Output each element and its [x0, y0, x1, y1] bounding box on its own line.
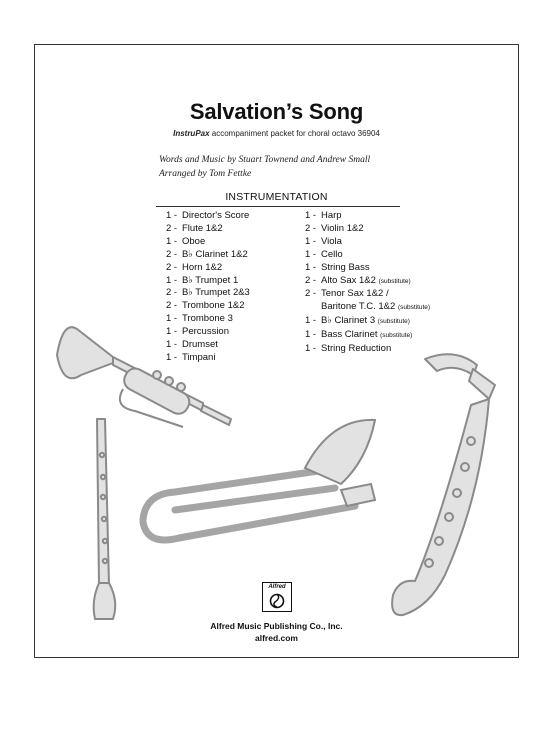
- part-name: Oboe: [182, 235, 206, 247]
- part-name: Flute 1&2: [182, 222, 223, 234]
- instrument-part-item: [305, 315, 485, 329]
- part-quantity: 2 -: [305, 274, 317, 286]
- part-quantity: 1 -: [166, 351, 178, 363]
- alfred-logo-text: Alfred: [268, 584, 286, 590]
- part-name: Bass Clarinet: [321, 329, 378, 341]
- credits-composers: Words and Music by Stuart Townend and Andrew Small: [159, 155, 371, 165]
- part-quantity: 2 -: [166, 300, 178, 312]
- part-note: (substitute): [380, 332, 413, 340]
- instrument-part-item: [166, 262, 296, 275]
- cover-page: [34, 44, 519, 658]
- instrumentation-heading: INSTRUMENTATION: [225, 191, 328, 203]
- part-quantity: 2 -: [166, 261, 178, 273]
- part-quantity: 1 -: [166, 235, 178, 247]
- alfred-logo: [262, 582, 292, 612]
- instrumentation-list-right: [305, 210, 485, 356]
- publisher-name: Alfred Music Publishing Co., Inc.: [210, 621, 343, 631]
- part-quantity: 1 -: [166, 274, 178, 286]
- part-quantity: 1 -: [166, 326, 178, 338]
- clarinet-illustration: [83, 415, 133, 625]
- part-name: B♭ Trumpet 1: [182, 274, 239, 286]
- part-name: Tenor Sax 1&2 /: [321, 288, 389, 300]
- instrument-part-item: [305, 249, 485, 262]
- instrument-part-item: [305, 275, 485, 289]
- packet-subtitle: [35, 129, 518, 138]
- instrument-part-item: [166, 249, 296, 262]
- instrument-part-item: [166, 275, 296, 288]
- instrumentation-divider: [156, 206, 400, 207]
- part-quantity: 1 -: [305, 210, 317, 221]
- instrument-part-item: [305, 288, 485, 301]
- instrument-part-item: [166, 300, 296, 313]
- part-name: Violin 1&2: [321, 222, 364, 234]
- part-quantity: 1 -: [166, 210, 178, 221]
- trombone-illustration: [135, 410, 395, 550]
- part-quantity: 1 -: [305, 261, 317, 273]
- part-name: Director's Score: [182, 210, 250, 221]
- part-name: Trombone 1&2: [182, 300, 245, 312]
- instrupax-brand: InstruPax: [173, 129, 210, 138]
- part-name: Horn 1&2: [182, 261, 223, 273]
- part-name: Cello: [321, 248, 343, 260]
- subtitle-text: accompaniment packet for choral octavo 36904: [209, 129, 380, 138]
- part-quantity: 2 -: [166, 248, 178, 260]
- song-title: Salvation’s Song: [189, 99, 364, 124]
- part-name: String Bass: [321, 261, 370, 273]
- part-note: (substitute): [397, 304, 431, 312]
- part-name: Timpani: [182, 351, 216, 363]
- part-quantity: 1 -: [166, 313, 178, 325]
- part-name: Harp: [321, 210, 342, 221]
- instrument-part-item: [305, 329, 485, 343]
- instrument-part-item: [305, 210, 485, 223]
- part-name: B♭ Clarinet 3: [321, 315, 376, 327]
- part-note: (substitute): [377, 318, 410, 326]
- instrument-part-item: [305, 301, 485, 315]
- part-quantity: 1 -: [305, 248, 317, 260]
- part-note: (substitute): [378, 277, 411, 285]
- instrument-part-item: [166, 236, 296, 249]
- part-quantity: 2 -: [166, 287, 178, 299]
- part-name: Drumset: [182, 339, 218, 351]
- instrument-part-item: [166, 210, 296, 223]
- publisher-website: alfred.com: [255, 633, 298, 643]
- part-quantity: 1 -: [305, 343, 317, 355]
- part-quantity: 1 -: [305, 235, 317, 247]
- part-quantity: 1 -: [305, 315, 317, 327]
- part-name: B♭ Trumpet 2&3: [182, 287, 250, 299]
- instrument-part-item: [305, 262, 485, 275]
- part-name: Percussion: [182, 326, 229, 338]
- instrument-part-item: [305, 236, 485, 249]
- part-name: Baritone T.C. 1&2: [321, 301, 396, 313]
- credits: [159, 153, 370, 181]
- part-quantity: 2 -: [305, 222, 317, 234]
- part-name: Trombone 3: [182, 313, 233, 325]
- part-name: Viola: [321, 235, 342, 247]
- part-quantity: 2 -: [305, 288, 317, 300]
- instrument-part-item: [166, 287, 296, 300]
- treble-clef-icon: [268, 593, 286, 609]
- saxophone-illustration: [385, 345, 505, 635]
- part-quantity: 2 -: [166, 222, 178, 234]
- instrument-part-item: [305, 223, 485, 236]
- part-quantity: 1 -: [166, 339, 178, 351]
- part-name: String Reduction: [321, 343, 392, 355]
- part-name: B♭ Clarinet 1&2: [182, 248, 248, 260]
- instrument-part-item: [166, 223, 296, 236]
- part-name: Alto Sax 1&2: [321, 274, 376, 286]
- credits-arranger: Arranged by Tom Fettke: [159, 169, 252, 179]
- part-quantity: 1 -: [305, 329, 317, 341]
